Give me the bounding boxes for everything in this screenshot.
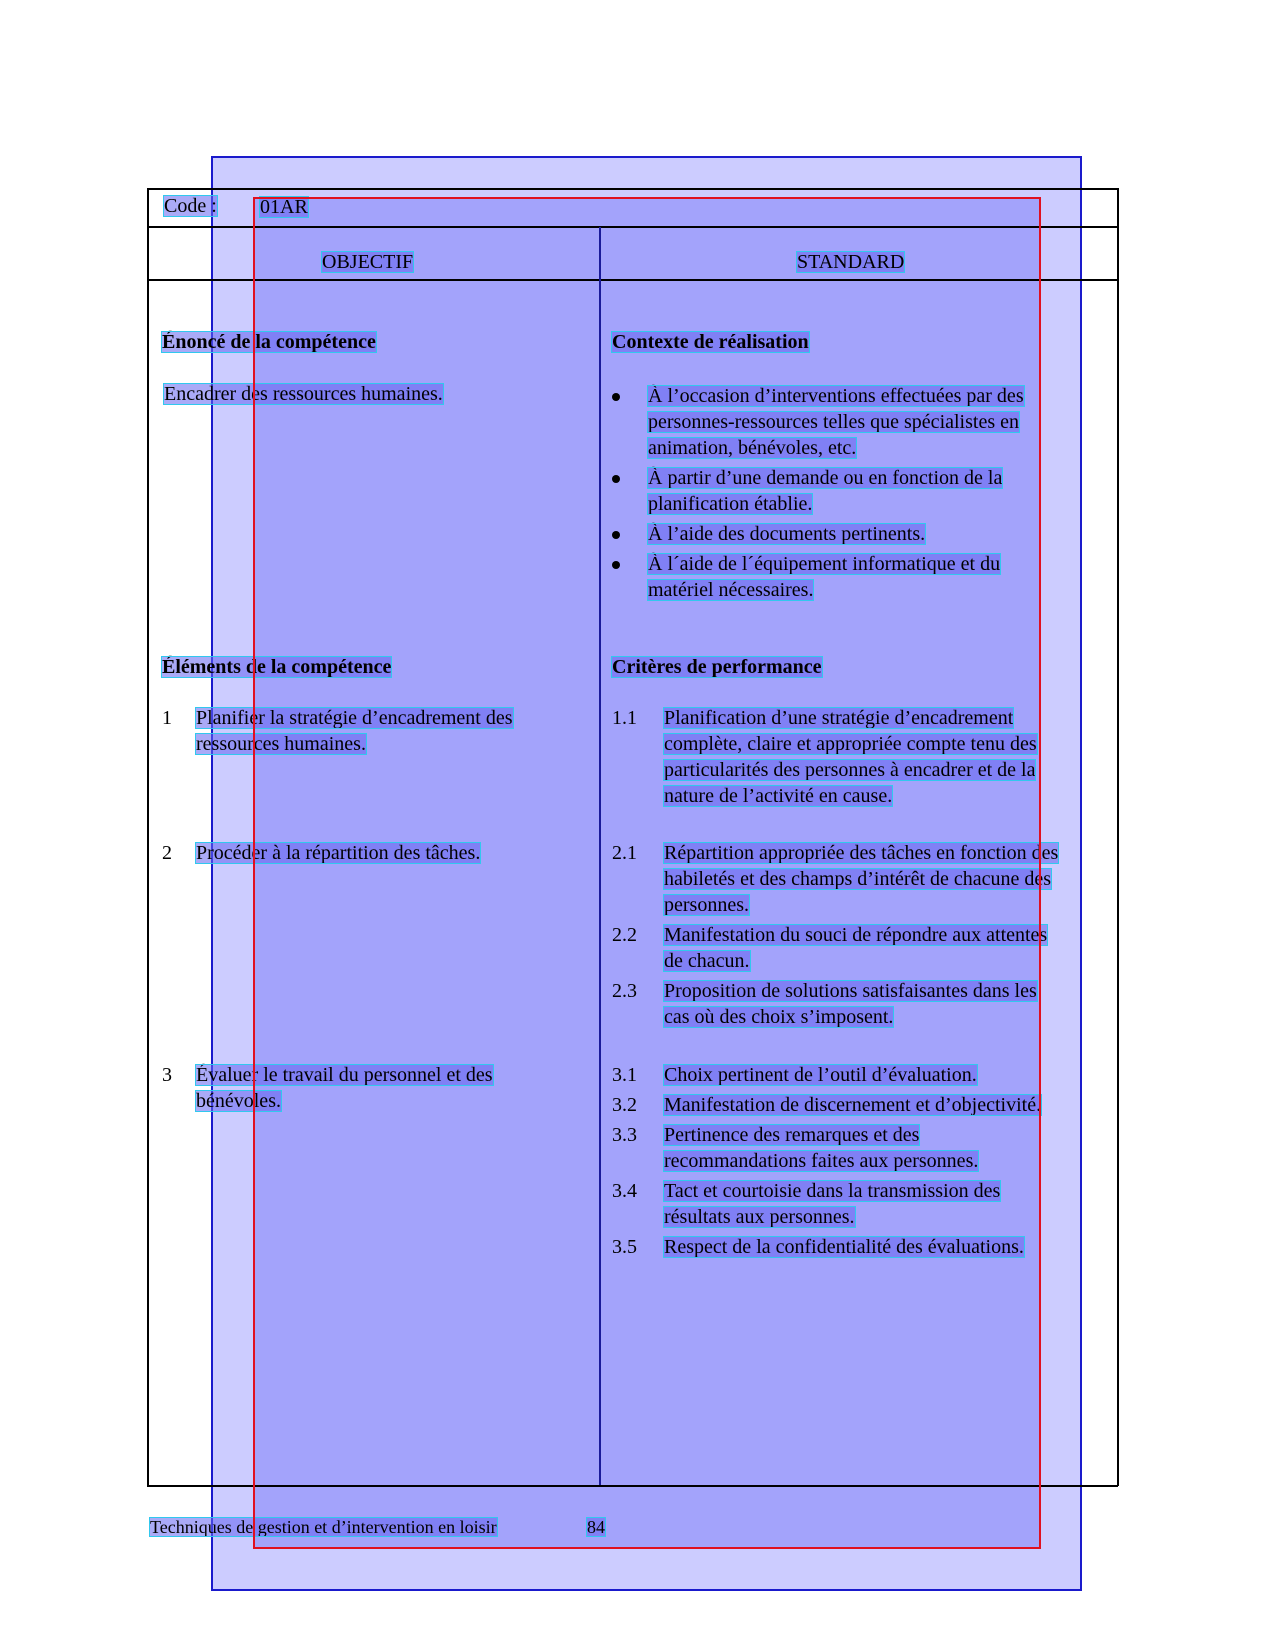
- critere-2-3-line-2: cas où des choix s’imposent.: [664, 1006, 894, 1028]
- elements-title: Éléments de la compétence: [162, 656, 392, 678]
- critere-3-4-line-2: résultats aux personnes.: [664, 1206, 855, 1228]
- code-row-divider: [147, 226, 1118, 228]
- critere-3-3-line-1: Pertinence des remarques et des: [664, 1124, 920, 1146]
- element-2-line-1: Procéder à la répartition des tâches.: [196, 842, 481, 864]
- critere-3-4-number: 3.4: [612, 1180, 637, 1202]
- contexte-3-line-1: À l’aide des documents pertinents.: [648, 523, 926, 545]
- contexte-bullet-2: [612, 475, 620, 483]
- critere-2-1-line-2: habiletés et des champs d’intérêt de chacune des: [664, 868, 1052, 890]
- contexte-bullet-1: [612, 393, 620, 401]
- critere-2-1-number: 2.1: [612, 842, 637, 864]
- element-3-number: 3: [162, 1064, 172, 1086]
- critere-3-5-line-1: Respect de la confidentialité des évaluations.: [664, 1236, 1024, 1258]
- element-1-number: 1: [162, 707, 172, 729]
- critere-2-3-number: 2.3: [612, 980, 637, 1002]
- critere-2-1-line-3: personnes.: [664, 894, 749, 916]
- enonce-text: Encadrer des ressources humaines.: [164, 383, 443, 405]
- contexte-bullet-3: [612, 531, 620, 539]
- contexte-1-line-3: animation, bénévoles, etc.: [648, 437, 857, 459]
- critere-1-1-line-2: complète, claire et appropriée compte tenu des: [664, 733, 1037, 755]
- critere-1-1-line-4: nature de l’activité en cause.: [664, 785, 893, 807]
- element-1-line-1: Planifier la stratégie d’encadrement des: [196, 707, 513, 729]
- critere-1-1-line-1: Planification d’une stratégie d’encadrement: [664, 707, 1014, 729]
- contexte-bullet-4: [612, 561, 620, 569]
- footer-page-number: 84: [587, 1517, 605, 1537]
- table-top-border: [147, 188, 1118, 190]
- code-label: Code :: [164, 195, 217, 217]
- critere-2-2-line-1: Manifestation du souci de répondre aux attentes: [664, 924, 1048, 946]
- critere-3-3-number: 3.3: [612, 1124, 637, 1146]
- critere-2-2-number: 2.2: [612, 924, 637, 946]
- column-header-standard: STANDARD: [797, 251, 905, 273]
- contexte-4-line-2: matériel nécessaires.: [648, 579, 814, 601]
- header-row-divider: [147, 279, 1118, 281]
- contexte-1-line-2: personnes-ressources telles que spécialistes en: [648, 411, 1019, 433]
- critere-1-1-number: 1.1: [612, 707, 637, 729]
- critere-2-1-line-1: Répartition appropriée des tâches en fonction des: [664, 842, 1059, 864]
- contexte-title: Contexte de réalisation: [612, 331, 809, 353]
- element-1-line-2: ressources humaines.: [196, 733, 366, 755]
- table-left-border: [147, 188, 149, 1486]
- critere-3-2-line-1: Manifestation de discernement et d’objectivité.: [664, 1094, 1042, 1116]
- column-header-objectif: OBJECTIF: [322, 251, 414, 273]
- contexte-4-line-1: À l´aide de l´équipement informatique et du: [648, 553, 1001, 575]
- element-2-number: 2: [162, 842, 172, 864]
- contexte-2-line-2: planification établie.: [648, 493, 813, 515]
- table-bottom-border: [147, 1485, 1118, 1487]
- critere-3-1-line-1: Choix pertinent de l’outil d’évaluation.: [664, 1064, 977, 1086]
- critere-2-3-line-1: Proposition de solutions satisfaisantes dans les: [664, 980, 1037, 1002]
- column-divider: [599, 227, 601, 1485]
- critere-1-1-line-3: particularités des personnes à encadrer et de la: [664, 759, 1036, 781]
- critere-3-4-line-1: Tact et courtoisie dans la transmission des: [664, 1180, 1001, 1202]
- element-3-line-2: bénévoles.: [196, 1090, 281, 1112]
- footer-program-title: Techniques de gestion et d’intervention en loisir: [150, 1517, 497, 1537]
- element-3-line-1: Évaluer le travail du personnel et des: [196, 1064, 493, 1086]
- contexte-1-line-1: À l’occasion d’interventions effectuées par des: [648, 385, 1024, 407]
- code-value: 01AR: [260, 196, 308, 218]
- critere-3-3-line-2: recommandations faites aux personnes.: [664, 1150, 979, 1172]
- table-right-border: [1117, 188, 1119, 1486]
- critere-2-2-line-2: de chacun.: [664, 950, 750, 972]
- critere-3-5-number: 3.5: [612, 1236, 637, 1258]
- contexte-2-line-1: À partir d’une demande ou en fonction de la: [648, 467, 1003, 489]
- enonce-title: Énoncé de la compétence: [162, 331, 376, 353]
- critere-3-1-number: 3.1: [612, 1064, 637, 1086]
- critere-3-2-number: 3.2: [612, 1094, 637, 1116]
- criteres-title: Critères de performance: [612, 656, 822, 678]
